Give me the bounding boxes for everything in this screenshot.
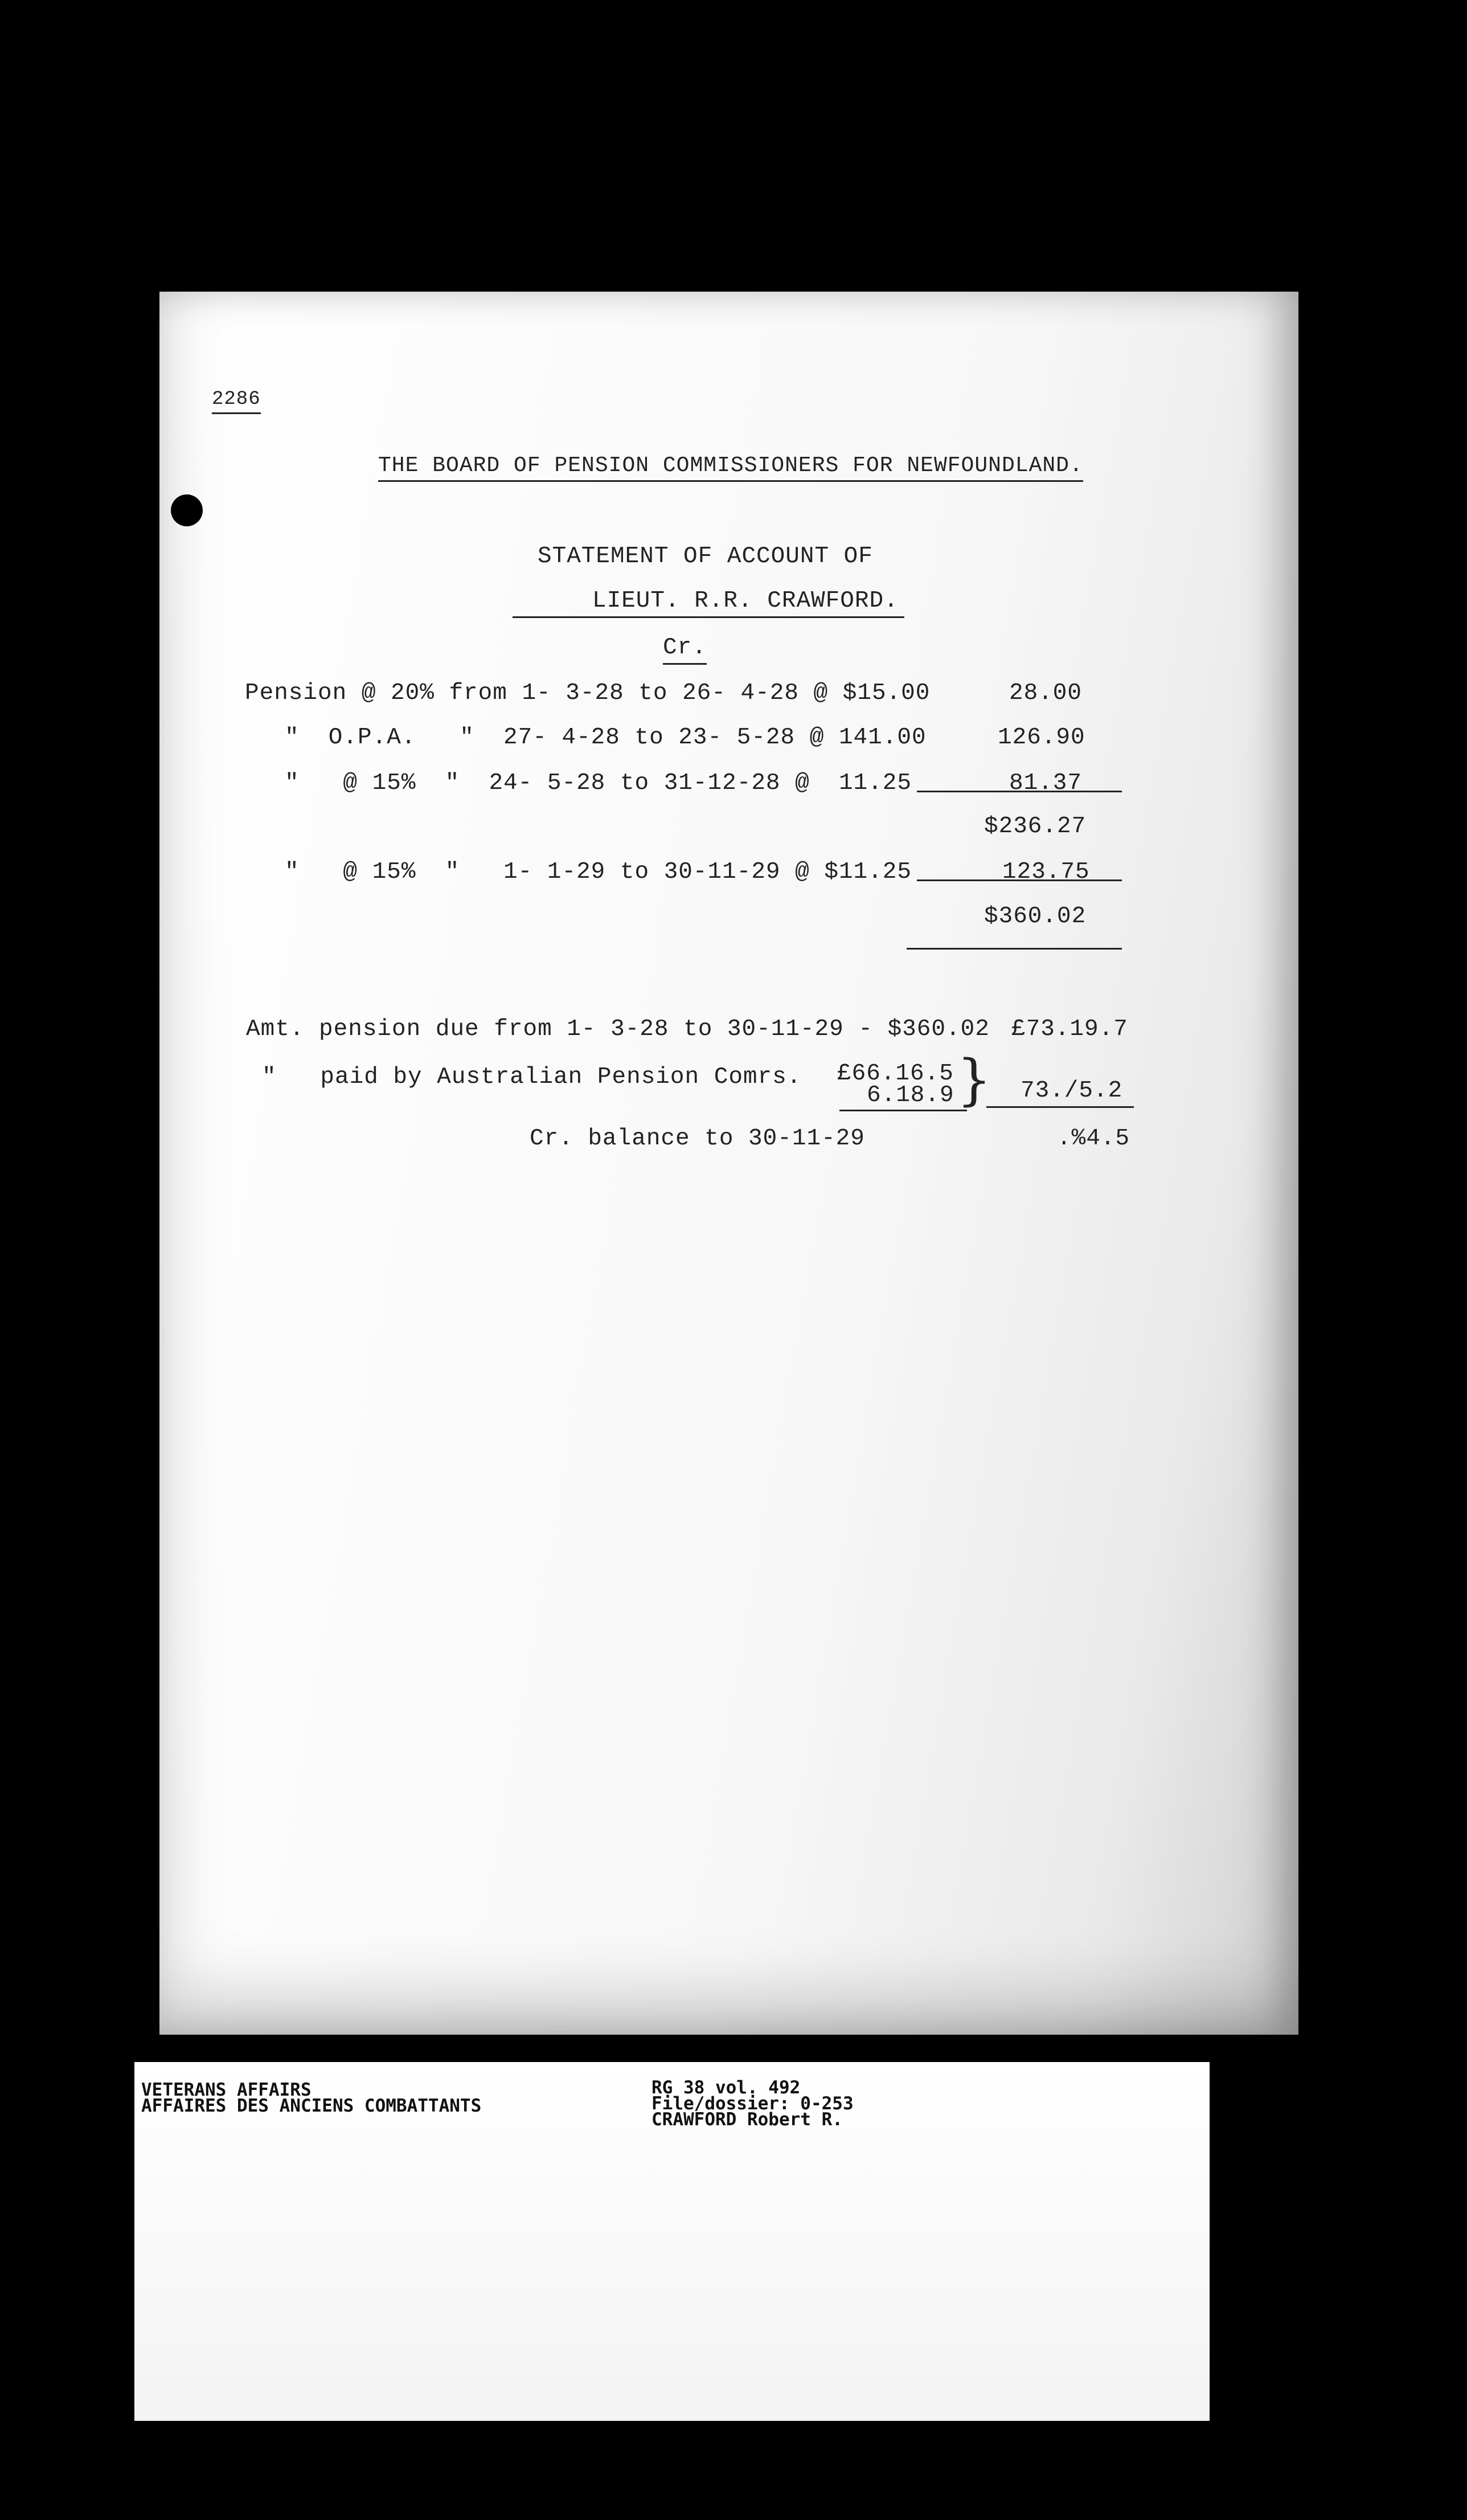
pension-row-amount: 81.37 bbox=[1009, 770, 1083, 796]
total-double-rule bbox=[907, 948, 1122, 950]
document-heading: THE BOARD OF PENSION COMMISSIONERS FOR NEWFOUNDLAND. bbox=[378, 453, 1083, 482]
balance-description: Cr. balance to 30-11-29 bbox=[530, 1126, 865, 1152]
pension-row-description: Pension @ 20% from 1- 3-28 to 26- 4-28 @ $15.00 bbox=[245, 680, 931, 706]
account-holder-name: LIEUT. R.R. CRAWFORD. bbox=[513, 588, 904, 618]
paid-subamount-1: £66.16.5 bbox=[837, 1061, 954, 1087]
subtotal-rule bbox=[917, 791, 1122, 792]
amount-due-description: Amt. pension due from 1- 3-28 to 30-11-29 - $360.02 bbox=[246, 1016, 990, 1042]
pension-row-description: " @ 15% " 24- 5-28 to 31-12-28 @ 11.25 bbox=[285, 770, 912, 796]
subamount-rule bbox=[839, 1110, 967, 1111]
file-number: 2286 bbox=[212, 388, 261, 414]
balance-amount: .%4.5 bbox=[1057, 1126, 1130, 1152]
bracket-brace: } bbox=[957, 1048, 992, 1112]
archive-record-group: RG 38 vol. 492 bbox=[651, 2077, 801, 2098]
pension-row-amount: 123.75 bbox=[1002, 859, 1090, 885]
paid-description: " paid by Australian Pension Comrs. bbox=[262, 1064, 802, 1090]
pension-row-description: " @ 15% " 1- 1-29 to 30-11-29 @ $11.25 bbox=[285, 859, 912, 885]
pension-row-amount: 126.90 bbox=[998, 725, 1085, 751]
pension-row-description: " O.P.A. " 27- 4-28 to 23- 5-28 @ 141.00 bbox=[285, 725, 927, 751]
credit-column-label: Cr. bbox=[663, 635, 707, 665]
paid-amount: 73./5.2 bbox=[986, 1078, 1134, 1108]
amount-due-sterling: £73.19.7 bbox=[1011, 1016, 1128, 1042]
archive-department-fr: AFFAIRES DES ANCIENS COMBATTANTS bbox=[141, 2096, 482, 2116]
paid-subamount-2: 6.18.9 bbox=[867, 1082, 954, 1108]
archive-label-card bbox=[134, 2062, 1210, 2421]
total-amount: $360.02 bbox=[984, 903, 1087, 930]
subtotal-amount: $236.27 bbox=[984, 813, 1087, 840]
pension-row-amount: 28.00 bbox=[1009, 680, 1083, 706]
archive-department-en: VETERANS AFFAIRS bbox=[141, 2080, 312, 2100]
archive-file-number: File/dossier: 0-253 bbox=[651, 2093, 854, 2114]
total-rule bbox=[917, 879, 1122, 881]
archive-subject-name: CRAWFORD Robert R. bbox=[651, 2109, 843, 2130]
punch-hole bbox=[171, 494, 203, 526]
statement-title: STATEMENT OF ACCOUNT OF bbox=[538, 543, 873, 570]
